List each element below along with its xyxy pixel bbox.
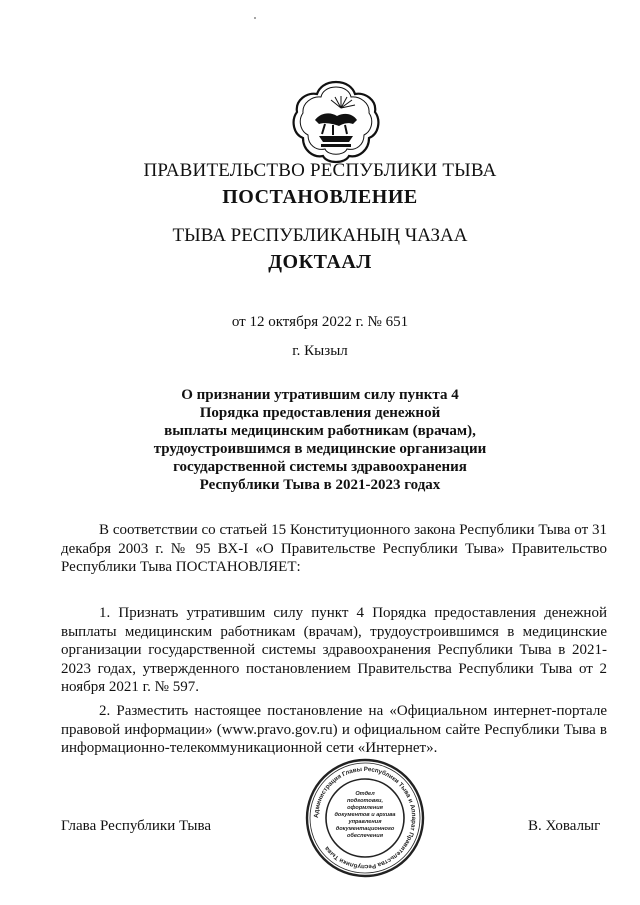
stamp-center-line: оформления <box>347 805 383 811</box>
doc-type-tyv: ДОКТААЛ <box>268 251 372 273</box>
title-line: трудоустроившимся в медицинские организации <box>153 441 487 457</box>
tuva-coat-of-arms-icon <box>289 78 383 168</box>
stamp-center-line: обеспечения <box>346 833 384 839</box>
official-stamp-icon <box>304 757 426 879</box>
item-2-text: 2. Разместить настоящее постановление на «Официальном интернет-портале правовой информации» (www.pravo.gov.ru) и официальном сайте Республики Тыва в информационно-телекоммуникационной сети «Интернет». <box>61 703 607 757</box>
city: г. Кызыл <box>292 343 348 359</box>
date-number: от 12 октября 2022 г. № 651 <box>231 314 409 330</box>
svg-text:Администрация Главы Республики <box>313 766 417 870</box>
item-2-paragraph <box>61 702 607 758</box>
signature-position: Глава Республики Тыва <box>61 818 212 834</box>
stamp-center-line: документационного <box>335 826 395 832</box>
scan-speck <box>254 17 256 19</box>
item-1-paragraph <box>61 604 607 697</box>
preamble-paragraph <box>61 521 607 577</box>
title-line: О признании утратившим силу пункта 4 <box>181 387 459 403</box>
title-line: выплаты медицинским работникам (врачам), <box>164 423 476 439</box>
title-line: государственной системы здравоохранения <box>173 459 467 475</box>
signature-name: В. Ховалыг <box>528 818 601 834</box>
title-line: Порядка предоставления денежной <box>199 405 441 421</box>
item-1-text: 1. Признать утратившим силу пункт 4 Порядка предоставления денежной выплаты медицинским работникам (врачам), трудоустроившимся в медицинские организации государственной системы здравоохранения Республики Тыва в 2021-2023 годах, утвержденного постановлением Правительства Республики Тыва от 2 ноября 2021 г. № 597. <box>61 605 607 696</box>
stamp-center-line: Отдел <box>355 791 375 797</box>
stamp-center-line: документов и архива <box>334 812 396 818</box>
document-title <box>60 386 580 494</box>
title-line: Республики Тыва в 2021-2023 годах <box>199 477 441 493</box>
stamp-center-line: управления <box>348 819 382 825</box>
org-name-tyv: ТЫВА РЕСПУБЛИКАНЫҢ ЧАЗАА <box>172 225 468 246</box>
stamp-ring-text: Администрация Главы Республики Тыва и Аппарат Правительства Республики Тыва <box>312 765 418 871</box>
doc-type-ru: ПОСТАНОВЛЕНИЕ <box>222 186 418 208</box>
stamp-center-line: подготовки, <box>346 798 384 804</box>
preamble-text: В соответствии со статьей 15 Конституционного закона Республики Тыва от 31 декабря 2003 г. № 95 ВХ-I «О Правительстве Республики Тыва» Правительство Республики Тыва ПОСТАНОВЛЯЕТ: <box>61 522 607 576</box>
org-name-ru: ПРАВИТЕЛЬСТВО РЕСПУБЛИКИ ТЫВА <box>143 160 497 181</box>
